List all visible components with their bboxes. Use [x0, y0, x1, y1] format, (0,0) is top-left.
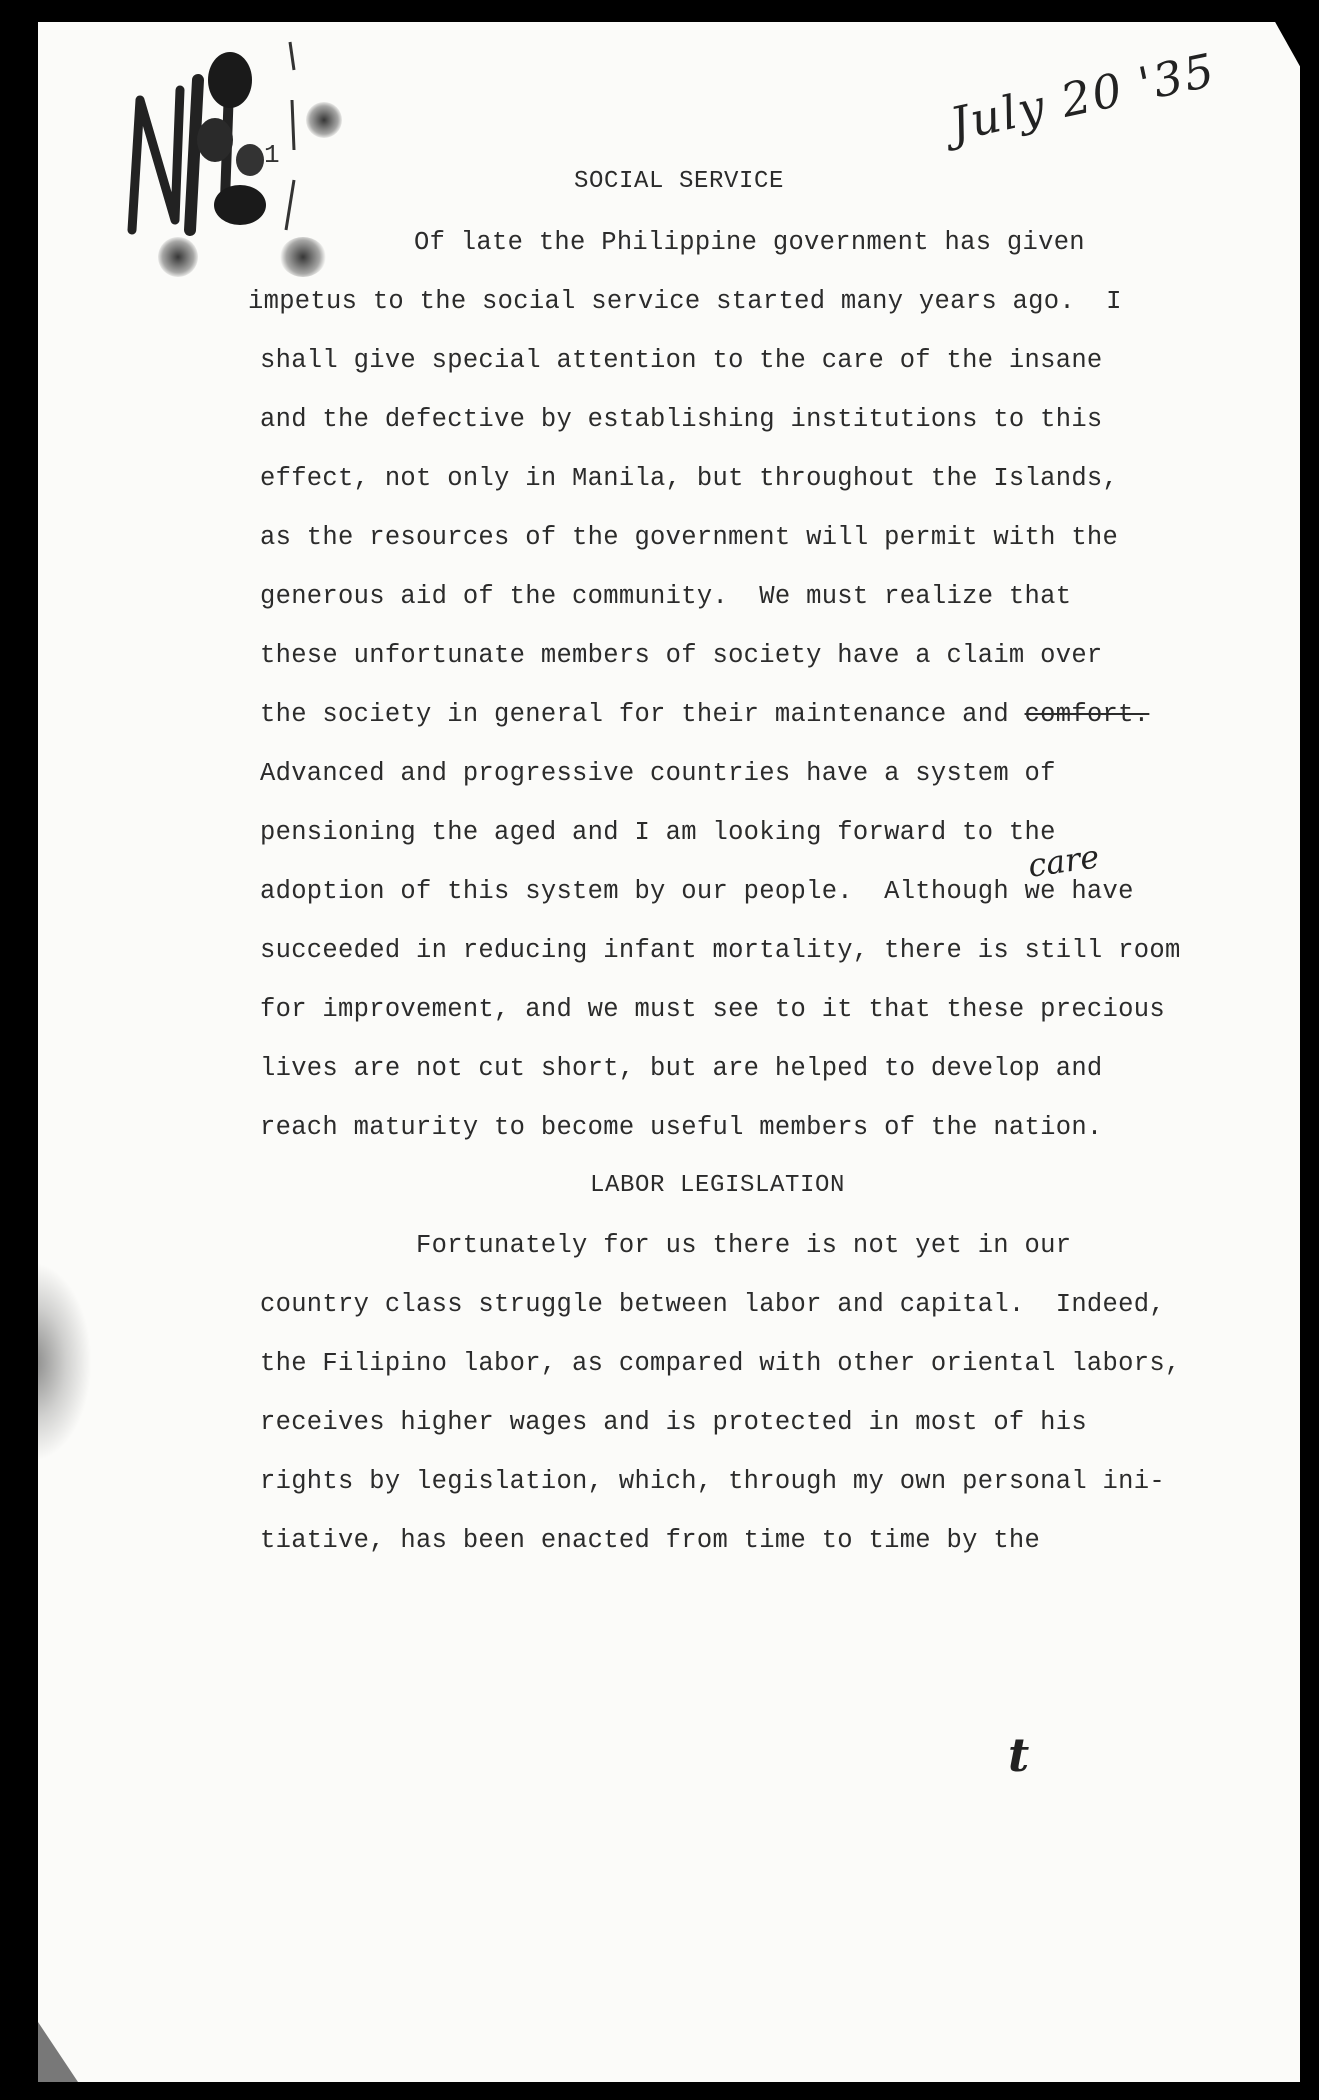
text-line: Advanced and progressive countries have a system of	[260, 759, 1056, 788]
text-line: rights by legislation, which, through my own personal ini-	[260, 1467, 1165, 1496]
text-line: and the defective by establishing institutions to this	[260, 405, 1103, 434]
handwritten-correction: care	[1025, 837, 1102, 885]
text-line: receives higher wages and is protected in most of his	[260, 1408, 1087, 1437]
page-corner	[1274, 22, 1300, 70]
handwritten-date: July 20 '35	[945, 42, 1221, 152]
ink-blot	[158, 237, 198, 277]
page-corner	[38, 2022, 78, 2082]
text-line: succeeded in reducing infant mortality, there is still room	[260, 936, 1181, 965]
document-page	[38, 22, 1300, 2082]
text-line: Fortunately for us there is not yet in our	[416, 1231, 1072, 1260]
text-line: these unfortunate members of society have a claim over	[260, 641, 1103, 670]
text-line: the society in general for their maintenance and	[260, 700, 1009, 729]
text-line: for improvement, and we must see to it that these precious	[260, 995, 1165, 1024]
text-line: as the resources of the government will permit with the	[260, 523, 1119, 552]
text-line: Of late the Philippine government has given	[414, 228, 1085, 257]
text-line: impetus to the social service started many years ago. I	[248, 287, 1122, 316]
text-line: tiative, has been enacted from time to time by the	[260, 1526, 1041, 1555]
text-line-with-correction	[260, 700, 1149, 729]
text-line: generous aid of the community. We must realize that	[260, 582, 1072, 611]
section-heading-labor-legislation: LABOR LEGISLATION	[590, 1172, 846, 1199]
section-heading-social-service: SOCIAL SERVICE	[574, 168, 785, 195]
archive-stamp-mark	[80, 30, 320, 240]
text-line: lives are not cut short, but are helped to develop and	[260, 1054, 1103, 1083]
text-line: effect, not only in Manila, but throughout the Islands,	[260, 464, 1119, 493]
text-line: the Filipino labor, as compared with other oriental labors,	[260, 1349, 1181, 1378]
text-line: pensioning the aged and I am looking forward to the	[260, 818, 1056, 847]
text-line: adoption of this system by our people. Although we have	[260, 877, 1134, 906]
struck-word: comfort.	[1024, 700, 1150, 729]
ink-blot	[306, 102, 342, 138]
text-line: shall give special attention to the care of the insane	[260, 346, 1103, 375]
text-line: country class struggle between labor and capital. Indeed,	[260, 1290, 1165, 1319]
page-number: 1	[264, 140, 280, 170]
handwritten-insert: t	[1008, 1728, 1030, 1782]
ink-blot	[280, 237, 326, 277]
page-shadow	[38, 1262, 92, 1462]
text-line: reach maturity to become useful members of the nation.	[260, 1113, 1103, 1142]
